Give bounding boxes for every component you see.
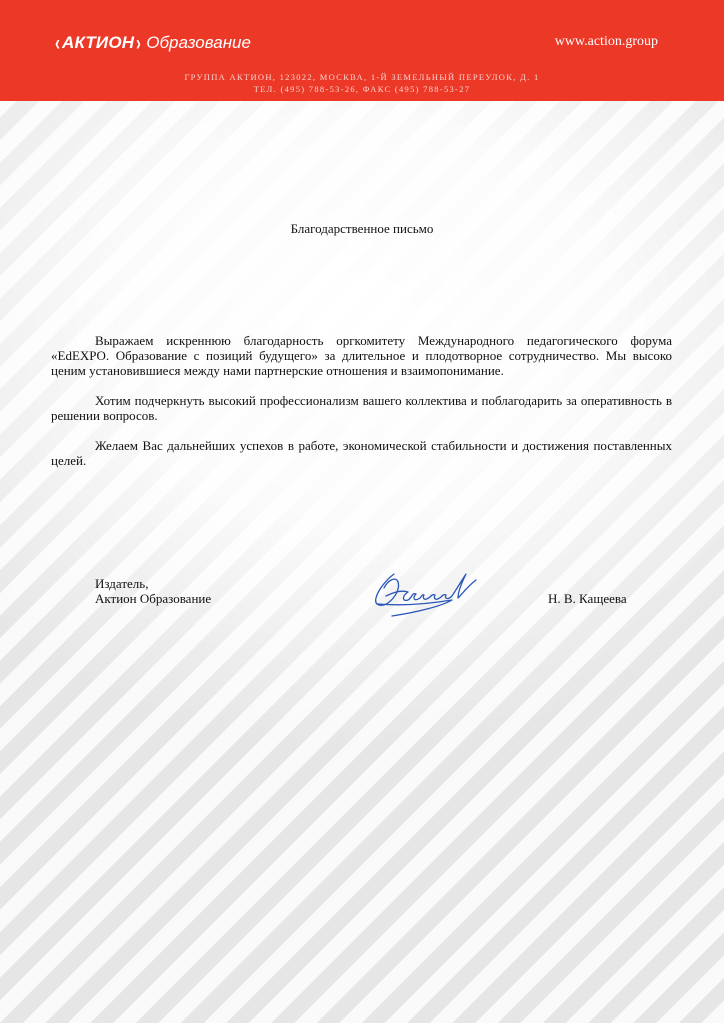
logo-brand-name: АКТИОН [62, 33, 135, 52]
signer-name: Н. В. Кащеева [548, 591, 627, 606]
company-address [0, 71, 724, 95]
letter-paragraph: Выражаем искреннюю благодарность оргкомитету Международного педагогического форума «EdEXPO. Образование с позиций будущего» за длительное и плодотворное сотрудничество. Мы высоко ценим установившиеся между нами партнерские отношения и взаимопонимание. [51, 333, 672, 378]
publisher-block [95, 576, 211, 606]
letter-paragraph: Желаем Вас дальнейших успехов в работе, экономической стабильности и достижения поставленных целей. [51, 438, 672, 468]
publisher-label: Издатель, [95, 576, 149, 591]
letterhead-banner [0, 0, 724, 101]
letter-body [51, 333, 672, 483]
publisher-name: Актион Образование [95, 591, 212, 606]
handwritten-signature-icon [372, 566, 480, 620]
letter-paragraph: Хотим подчеркнуть высокий профессионализм вашего коллектива и поблагодарить за оперативность в решении вопросов. [51, 393, 672, 423]
logo-open-bracket: ‹ [55, 31, 60, 55]
phone-fax-line: ТЕЛ. (495) 788-53-26, ФАКС (495) 788-53-27 [253, 84, 471, 94]
logo-close-bracket: › [136, 31, 142, 55]
company-logo [54, 30, 251, 56]
letter-title: Благодарственное письмо [290, 221, 434, 236]
website-address: www.action.group [554, 34, 658, 49]
logo-product-name: Образование [146, 33, 251, 52]
address-line: ГРУППА АКТИОН, 123022, МОСКВА, 1-Й ЗЕМЕЛЬНЫЙ ПЕРЕУЛОК, Д. 1 [184, 72, 540, 82]
